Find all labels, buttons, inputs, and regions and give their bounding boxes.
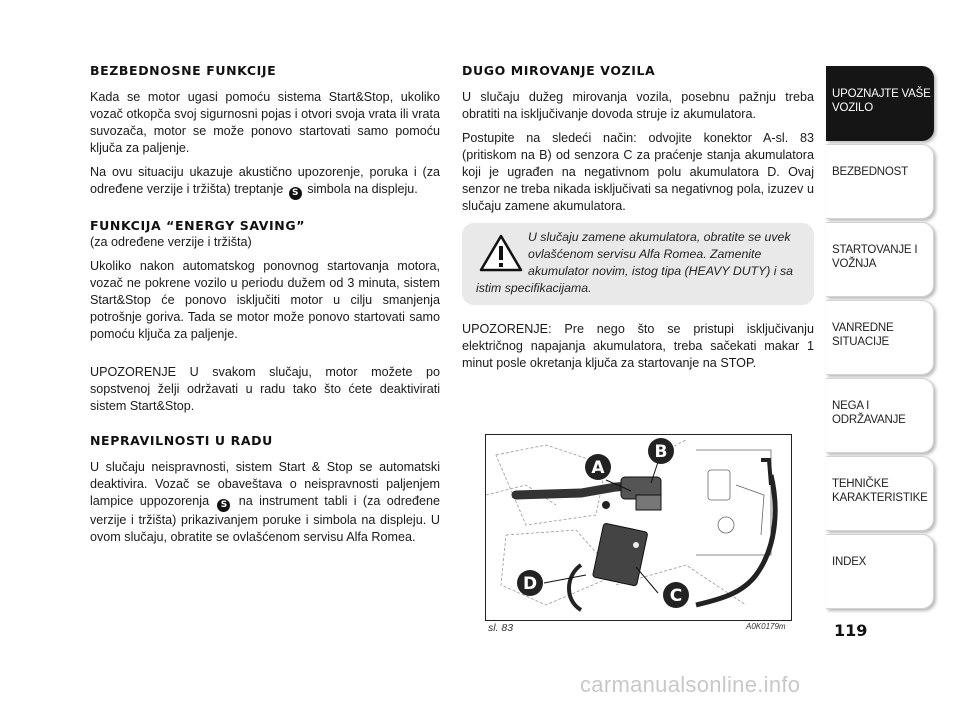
tab-technical-specs[interactable]: TEHNIČKE KARAKTERISTIKE	[826, 456, 934, 531]
page-number: 119	[834, 621, 868, 640]
svg-text:D: D	[522, 574, 538, 594]
right-column	[462, 62, 814, 379]
warning-triangle-icon	[478, 233, 524, 273]
warning-box	[462, 223, 814, 305]
left-column	[90, 62, 440, 553]
tab-safety[interactable]: BEZBEDNOST	[826, 144, 934, 219]
paragraph: Na ovu situaciju ukazuje akustično upozorenje, poruka i (za određene verzije i tržišta) treptanje S simbola na displeju.	[90, 165, 440, 198]
label-a	[585, 454, 611, 480]
paragraph: U slučaju dužeg mirovanja vozila, posebnu pažnju treba obratiti na isključivanje dovoda struje iz akumulatora.	[462, 90, 814, 121]
watermark: carmanualsonline.info	[580, 672, 801, 697]
label-c	[663, 582, 689, 608]
tab-know-your-vehicle[interactable]: UPOZNAJTE VAŠE VOZILO	[826, 66, 934, 141]
battery-figure	[485, 434, 792, 621]
start-stop-icon: S	[217, 499, 230, 512]
paragraph: U slučaju neispravnosti, sistem Start & Stop se automatski deaktivira. Vozač se obaveštava o neispravnosti paljenjem lampice uppozorenja S na instrument tabli i (za određene verzije i tržišta) prikazivanjem poruke i simbola na displeju. U ovom slučaju, obratite se ovlašćenom servisu Alfa Romea.	[90, 460, 440, 544]
warning-text: U slučaju zamene akumulatora, obratite se uvek ovlašćenom servisu Alfa Romea. Zamenite akumulator novim, istog tipa (HEAVY DUTY) i sa istim specifikacijama.	[476, 230, 793, 295]
heading-energy-saving: FUNKCIJA “ENERGY SAVING”	[90, 218, 306, 233]
heading-malfunctions: NEPRAVILNOSTI U RADU	[90, 433, 273, 448]
paragraph: Kada se motor ugasi pomoću sistema Start&Stop, ukoliko vozač otkopča svoj sigurnosni pojas i otvori svoja vrata ili vrata suvozača, motor se može ponovo startovati samo pomoću ključa za paljenje.	[90, 90, 440, 155]
tab-index[interactable]: INDEX	[826, 534, 934, 609]
figure-code: A0K0179m	[746, 622, 786, 631]
subtitle: (za određene verzije i tržišta)	[90, 235, 252, 249]
svg-text:B: B	[654, 442, 668, 462]
figure-caption: sl. 83	[488, 622, 514, 634]
tab-starting-driving[interactable]: STARTOVANJE I VOŽNJA	[826, 222, 934, 297]
paragraph: UPOZORENJE: Pre nego što se pristupi isključivanju električnog napajanja akumulatora, treba sačekati makar 1 minut posle okretanja ključa za startovanje na STOP.	[462, 322, 814, 370]
svg-text:C: C	[669, 586, 683, 606]
label-d	[517, 570, 543, 596]
start-stop-icon: S	[289, 187, 302, 200]
paragraph: Ukoliko nakon automatskog ponovnog startovanja motora, vozač ne pokrene vozilo u periodu dužem od 3 minuta, sistem Start&Stop će ponovo isključiti motor u cilju smanjenja potrošnje goriva. Tada se motor može ponovo startovati samo pomoću ključa za paljenje.	[90, 259, 440, 341]
heading-safety-functions: BEZBEDNOSNE FUNKCIJE	[90, 63, 277, 78]
svg-text:A: A	[591, 458, 605, 478]
callout-labels	[486, 435, 791, 620]
label-b	[648, 438, 674, 464]
paragraph: Postupite na sledeći način: odvojite konektor A-sl. 83 (pritiskom na B) od senzora C za praćenje stanja akumulatora koji je ugrađen na negativnom polu akumulatora D. Ovaj senzor ne treba nikada isključivati sa negativnog pola, izuzev u slučaju zamene akumulatora.	[462, 131, 814, 213]
heading-long-inactivity: DUGO MIROVANJE VOZILA	[462, 63, 656, 78]
chapter-tabs	[826, 66, 934, 612]
tab-emergency[interactable]: VANREDNE SITUACIJE	[826, 300, 934, 375]
tab-maintenance[interactable]: NEGA I ODRŽAVANJE	[826, 378, 934, 453]
paragraph: UPOZORENJE U svakom slučaju, motor možete po sopstvenoj želji održavati u radu tako što ćete deaktivirati sistem Start&Stop.	[90, 365, 440, 413]
